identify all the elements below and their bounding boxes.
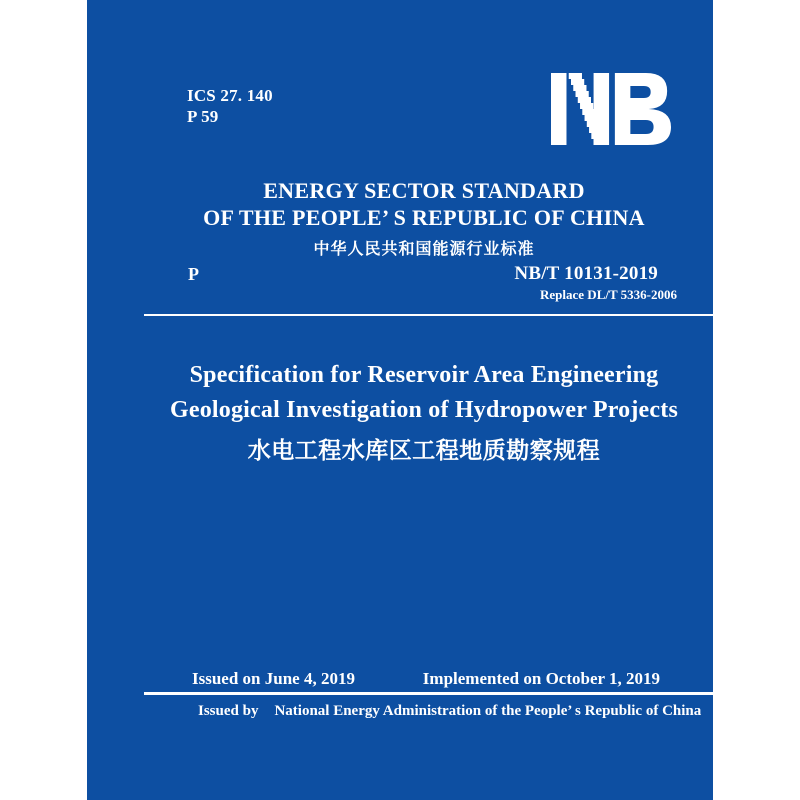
issued-by-value: National Energy Administration of the People’ s Republic of China (274, 703, 702, 719)
implemented-date: Implemented on October 1, 2019 (422, 669, 660, 688)
title-zh: 水电工程水库区工程地质勘察规程 (247, 438, 601, 463)
bottom-divider-rule (144, 692, 713, 695)
standard-class: P (188, 264, 199, 284)
standard-name-zh: 中华人民共和国能源行业标准 (313, 241, 535, 258)
standard-name-en-line1: ENERGY SECTOR STANDARD (263, 178, 585, 203)
standard-number: NB/T 10131-2019 (514, 263, 658, 284)
issued-by-label: Issued by (198, 703, 259, 719)
ics-block (187, 85, 273, 127)
title-block (111, 358, 737, 467)
replaces-note: Replace DL/T 5336-2006 (540, 287, 677, 302)
standard-name-block (111, 177, 737, 259)
top-divider-rule (144, 314, 713, 316)
title-en-line2: Geological Investigation of Hydropower Projects (169, 397, 678, 423)
nb-logo-icon (551, 73, 671, 145)
standard-cover (87, 0, 713, 800)
ics-code: ICS 27. 140 (187, 86, 273, 105)
standard-name-en-line2: OF THE PEOPLE’ S REPUBLIC OF CHINA (203, 205, 645, 230)
doc-class-code: P 59 (187, 107, 219, 126)
title-en-line1: Specification for Reservoir Area Engineering (189, 362, 659, 388)
issued-date: Issued on June 4, 2019 (192, 669, 355, 688)
issuer-row (198, 703, 703, 720)
